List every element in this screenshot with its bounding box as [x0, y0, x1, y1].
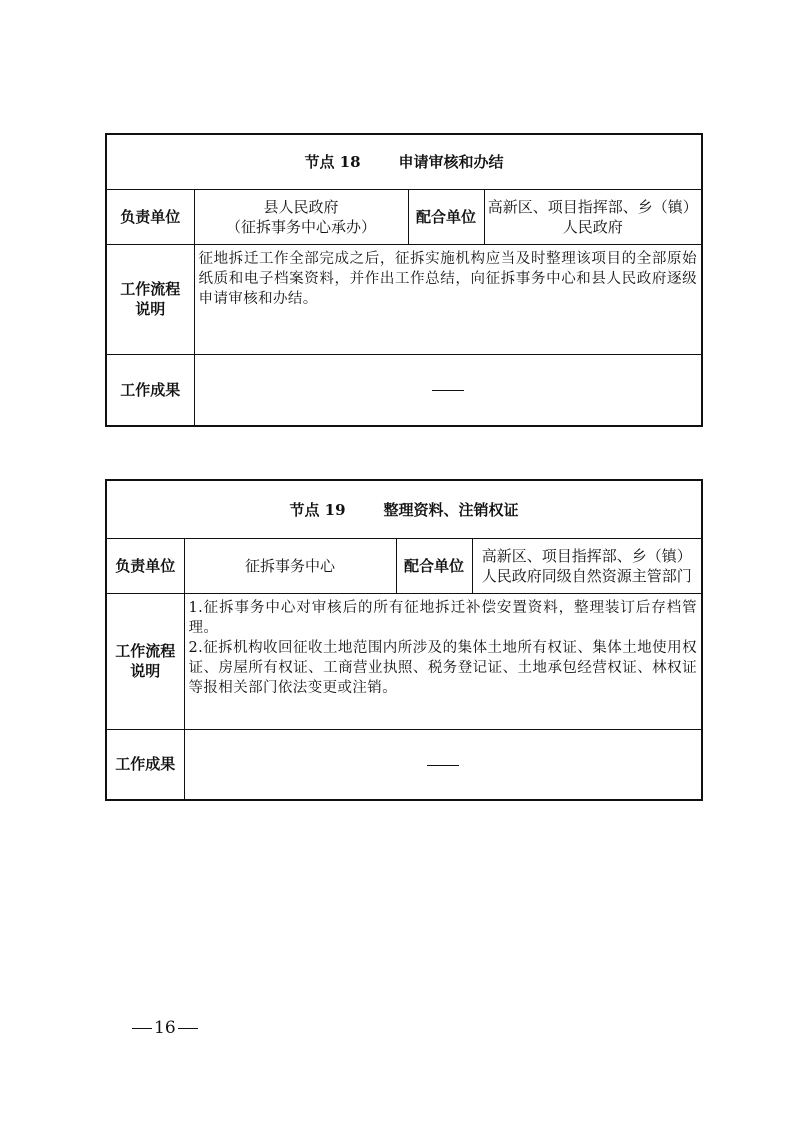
node-18-resp-line1: 县人民政府: [263, 197, 339, 216]
node-19-resp-value: 征拆事务中心: [184, 538, 396, 593]
node-18-flow-label: [106, 244, 194, 354]
node-19-coop-line1: 高新区、项目指挥部、乡（镇）: [481, 546, 692, 565]
node-18-result-value: [194, 354, 702, 426]
node-19-result-value: [184, 729, 702, 800]
node-19-flow-text: [184, 593, 702, 729]
page-number-left-dash: [132, 1028, 152, 1029]
node-18-result-label: 工作成果: [106, 354, 194, 426]
node-18-coop-value: [484, 189, 702, 244]
node-18-title: [106, 134, 702, 189]
node-18-number: 节点 18: [304, 153, 361, 172]
node-19-table: [105, 479, 703, 801]
page-number-right-dash: [178, 1028, 198, 1029]
node-19-flow-item2: 2.征拆机构收回征收土地范围内所涉及的集体土地所有权证、集体土地使用权证、房屋所有权证、工商营业执照、税务登记证、土地承包经营权证、林权证等报相关部门依法变更或注销。: [188, 639, 697, 696]
node-19-flow-item1: 1.征拆事务中心对审核后的所有征地拆迁补偿安置资料，整理装订后存档管理。: [188, 599, 697, 636]
node-19-coop-value: [472, 538, 702, 593]
node-18-resp-value: [194, 189, 408, 244]
node-18-resp-line2: （征拆事务中心承办）: [225, 217, 376, 236]
node-18-result-dash: [432, 390, 464, 391]
page-number-value: 16: [154, 1018, 176, 1038]
node-18-coop-label: 配合单位: [408, 189, 484, 244]
node-19-flow-label: [106, 593, 184, 729]
node-18-resp-label: 负责单位: [106, 189, 194, 244]
node-18-table: [105, 133, 703, 427]
node-18-coop-line1: 高新区、项目指挥部、乡（镇）: [487, 197, 698, 216]
node-19-flow-label-line2: 说明: [130, 662, 161, 680]
node-18-flow-label-line2: 说明: [135, 300, 166, 318]
page-number: [130, 1018, 200, 1038]
node-19-title: [106, 480, 702, 538]
node-19-result-dash: [427, 765, 459, 766]
node-18-flow-text: 征地拆迁工作全部完成之后，征拆实施机构应当及时整理该项目的全部原始纸质和电子档案资料，并作出工作总结，向征拆事务中心和县人民政府逐级申请审核和办结。: [194, 244, 702, 354]
node-19-coop-line2: 人民政府同级自然资源主管部门: [481, 566, 692, 585]
node-18-flow-label-line1: 工作流程: [120, 280, 181, 298]
node-19-number: 节点 19: [289, 500, 346, 519]
node-18-coop-line2: 人民政府: [562, 217, 623, 236]
node-19-flow-label-line1: 工作流程: [115, 642, 176, 660]
node-19-title-text: 整理资料、注销权证: [383, 500, 519, 519]
node-18-title-text: 申请审核和办结: [398, 153, 504, 172]
node-19-result-label: 工作成果: [106, 729, 184, 800]
node-19-coop-label: 配合单位: [396, 538, 472, 593]
node-19-resp-label: 负责单位: [106, 538, 184, 593]
